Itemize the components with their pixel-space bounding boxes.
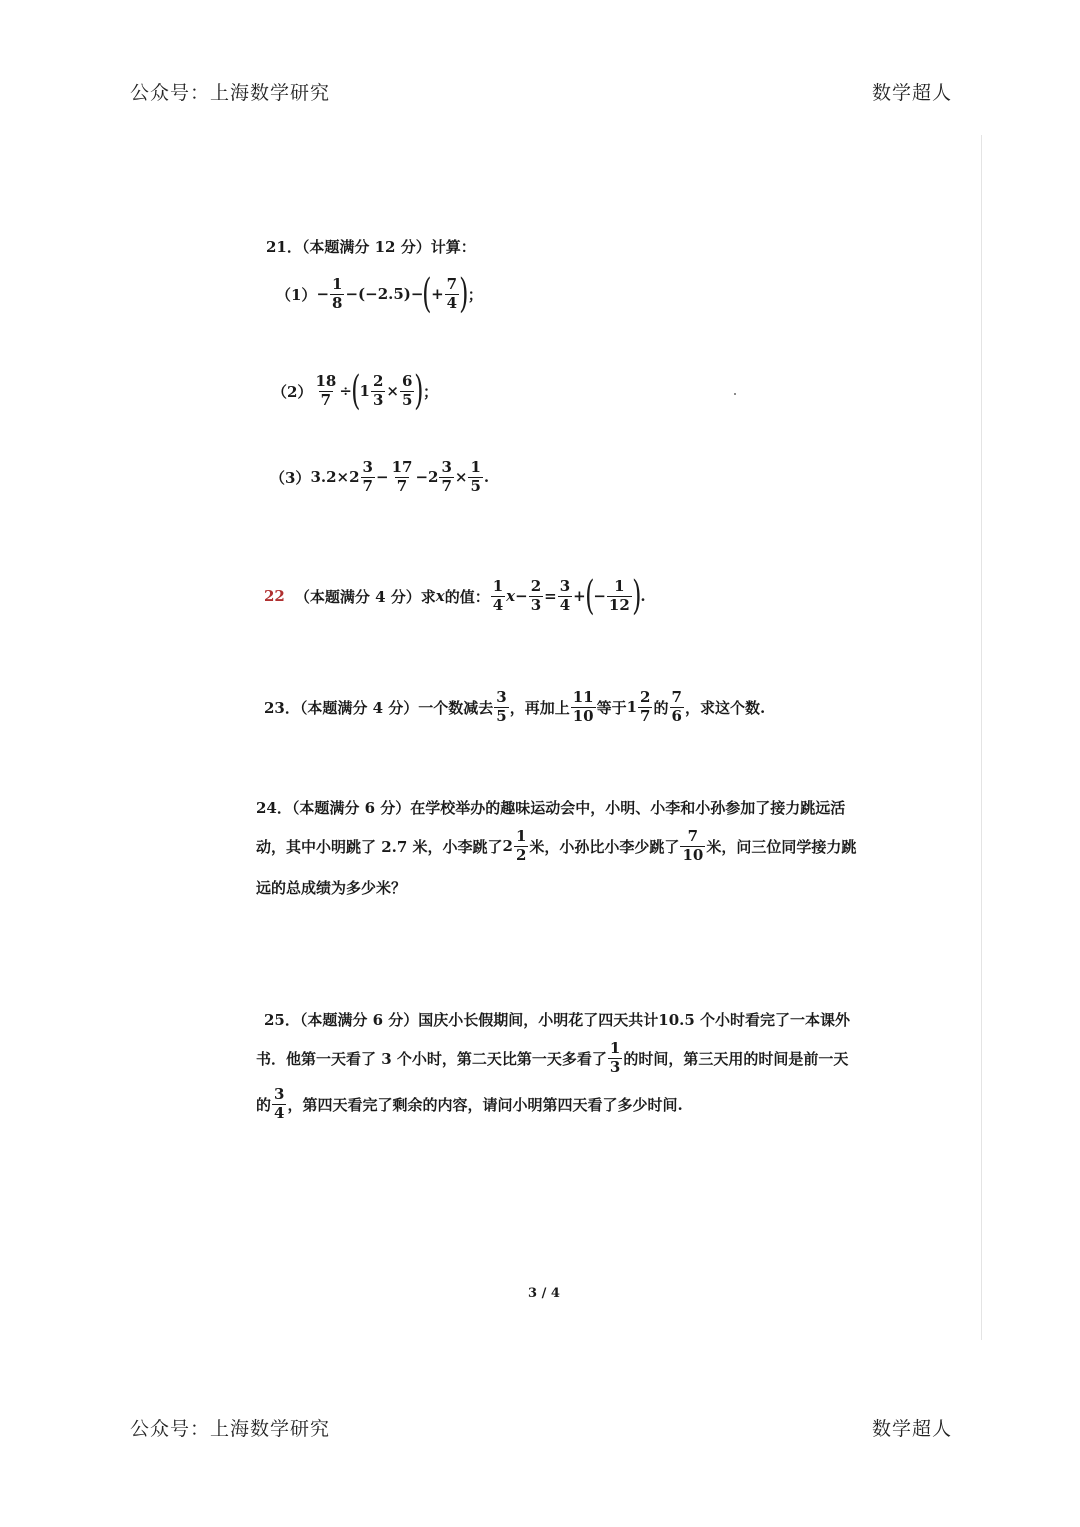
q21-p1-minus: −	[316, 285, 330, 303]
q21-title	[266, 236, 476, 257]
q25-line1-text: 25．（本题满分 6 分）国庆小长假期间，小明花了四天共计10.5 个小时看完了一本课外	[264, 1010, 851, 1029]
q25-line3a: 的	[256, 1095, 272, 1114]
q21-p2-paren	[351, 368, 424, 414]
scan-speck	[734, 393, 736, 395]
frac-denominator: 5	[401, 390, 413, 409]
frac-numerator: 7	[687, 826, 699, 845]
q21-p1-paren-term: (−2.5)	[358, 285, 411, 303]
frac-numerator: 1	[614, 576, 625, 595]
q22-x: x	[506, 587, 516, 605]
footer-right: 数学超人	[872, 1418, 953, 1440]
q24-line1-text: 24．（本题满分 6 分）在学校举办的趣味运动会中，小明、小李和小孙参加了接力跳远活	[256, 798, 846, 817]
frac-denominator: 2	[515, 845, 527, 864]
frac-numerator: 1	[470, 458, 481, 476]
q21-p1-label: （1）	[276, 285, 317, 304]
q21-p2-frac3	[400, 371, 414, 409]
q25-line2b: 的时间，第三天用的时间是前一天	[623, 1049, 849, 1068]
q21-p3-frac3	[439, 460, 453, 495]
frac-numerator: 1	[332, 274, 343, 293]
q23-whole: 1	[626, 698, 638, 717]
q23-text4: 的	[653, 698, 669, 717]
right-paren: )	[414, 368, 424, 414]
frac-numerator: 3	[559, 576, 571, 595]
frac-numerator: 3	[441, 458, 452, 476]
q23-text3: 等于	[596, 698, 627, 717]
page-number: 3 / 4	[528, 1286, 560, 1301]
frac-denominator: 7	[320, 390, 332, 409]
footer-left: 公众号：上海数学研究	[130, 1418, 331, 1440]
q21-part2	[272, 368, 439, 414]
header-right: 数学超人	[872, 82, 953, 104]
q25-frac1	[608, 1038, 622, 1076]
q25	[256, 1007, 876, 1125]
q22	[264, 573, 646, 619]
frac-denominator: 5	[496, 706, 507, 725]
frac-numerator: 1	[609, 1038, 621, 1057]
q21-p3-times: ×	[454, 468, 468, 487]
frac-numerator: 3	[362, 458, 373, 476]
q24-line3	[256, 875, 876, 899]
frac-numerator: 2	[640, 688, 651, 706]
q22-number: 22	[264, 587, 285, 605]
q24	[256, 795, 876, 899]
right-paren: )	[459, 271, 469, 317]
q24-frac2	[680, 826, 705, 864]
frac-numerator: 7	[671, 688, 682, 706]
q21-p3-label: （3）	[270, 468, 311, 487]
frac-denominator: 7	[441, 476, 452, 495]
q21-title-text: 21．（本题满分 12 分）计算：	[266, 238, 476, 256]
q22-equals: =	[544, 587, 557, 605]
q24-line2c: 米，问三位同学接力跳	[706, 837, 857, 856]
q23-frac1	[494, 690, 508, 725]
q24-line2	[256, 825, 876, 867]
frac-denominator: 12	[608, 595, 630, 614]
q22-neg: −	[593, 587, 606, 605]
q23-frac3	[638, 690, 652, 725]
q22-frac4	[607, 576, 632, 614]
q23-text2: ，再加上	[509, 698, 570, 717]
q24-frac1	[514, 826, 528, 864]
q21-p3-end: .	[483, 468, 490, 487]
frac-numerator: 18	[315, 371, 337, 390]
q24-whole: 2	[502, 837, 513, 855]
q21-p3-minus2: −2	[415, 468, 439, 487]
frac-denominator: 3	[530, 595, 542, 614]
frac-denominator: 5	[470, 476, 481, 495]
q21-part1	[276, 271, 483, 317]
q25-line2	[256, 1037, 876, 1079]
frac-numerator: 3	[496, 688, 507, 706]
q21-p3-frac4	[468, 460, 482, 495]
q21-p3-minus1: −	[375, 468, 389, 487]
q21-part3	[270, 460, 489, 495]
frac-denominator: 3	[372, 390, 384, 409]
q23-text5: ，求这个数.	[684, 698, 766, 717]
q21-p2-end: ；	[423, 382, 439, 401]
left-paren: (	[422, 271, 432, 317]
frac-numerator: 2	[530, 576, 542, 595]
q22-end: .	[640, 587, 646, 605]
frac-denominator: 10	[682, 845, 704, 864]
q21-p2-divide: ÷	[339, 382, 352, 400]
header-left: 公众号：上海数学研究	[130, 82, 331, 104]
frac-denominator: 4	[492, 595, 504, 614]
frac-denominator: 7	[362, 476, 373, 495]
frac-numerator: 11	[572, 688, 594, 706]
frac-denominator: 4	[559, 595, 571, 614]
q21-p2-label: （2）	[272, 382, 313, 401]
q22-frac3	[558, 576, 572, 614]
frac-denominator: 8	[332, 293, 343, 312]
q23-frac2	[571, 690, 596, 725]
frac-numerator: 6	[401, 371, 413, 390]
frac-denominator: 7	[640, 706, 651, 725]
q22-paren	[584, 573, 642, 619]
q21-p3-frac2	[390, 460, 415, 495]
q22-minus: −	[515, 587, 528, 605]
q25-line1	[256, 1007, 876, 1031]
q25-line3	[256, 1083, 876, 1125]
q25-frac2	[272, 1084, 286, 1122]
frac-numerator: 1	[492, 576, 504, 595]
q25-line3b: ，第四天看完了剩余的内容，请问小明第四天看了多少时间.	[287, 1095, 683, 1114]
q21-p1-minus3: −	[410, 285, 424, 303]
q21-p1-paren2	[422, 271, 469, 317]
q21-p2-times: ×	[386, 382, 399, 400]
frac-denominator: 4	[446, 293, 458, 312]
frac-numerator: 17	[391, 458, 413, 476]
q23-frac4	[670, 690, 684, 725]
frac-numerator: 3	[274, 1084, 285, 1103]
page-edge-divider	[981, 135, 982, 1340]
q21-p2-whole: 1	[359, 382, 370, 400]
q22-text2: 的值：	[444, 587, 490, 606]
q21-p1-frac2	[445, 274, 459, 312]
q21-p2-frac2	[371, 371, 385, 409]
q24-line2a: 动，其中小明跳了 2.7 米，小李跳了	[256, 837, 503, 856]
frac-denominator: 6	[671, 706, 682, 725]
q24-line2b: 米，小孙比小李少跳了	[529, 837, 680, 856]
q22-plus: +	[573, 587, 586, 605]
left-paren: (	[351, 368, 361, 414]
q21-p1-end: ；	[467, 285, 483, 304]
q25-line2a: 书．他第一天看了 3 个小时，第二天比第一天多看了	[256, 1049, 607, 1068]
q22-frac1	[491, 576, 505, 614]
q22-text: （本题满分 4 分）求	[294, 587, 436, 606]
frac-numerator: 7	[446, 274, 458, 293]
frac-denominator: 4	[274, 1103, 285, 1122]
q23	[264, 690, 765, 725]
q24-line3-text: 远的总成绩为多少米？	[256, 878, 407, 897]
q21-p1-plus: +	[431, 285, 444, 303]
right-paren: )	[631, 573, 642, 619]
frac-denominator: 7	[396, 476, 408, 495]
q22-frac2	[529, 576, 543, 614]
q24-line1	[256, 795, 876, 819]
q21-p1-frac1	[330, 274, 344, 312]
frac-numerator: 1	[515, 826, 527, 845]
q23-text1: 23．（本题满分 4 分）一个数减去	[264, 698, 494, 717]
q21-p3-frac1	[361, 460, 375, 495]
q21-p2-frac1	[313, 371, 338, 409]
q21-p3-term1: 3.2×2	[310, 468, 360, 487]
frac-numerator: 2	[372, 371, 384, 390]
left-paren: (	[584, 573, 595, 619]
frac-denominator: 10	[572, 706, 594, 725]
q21-p1-minus2: −	[345, 285, 359, 303]
q22-var: x	[435, 587, 445, 605]
frac-denominator: 3	[609, 1057, 621, 1076]
